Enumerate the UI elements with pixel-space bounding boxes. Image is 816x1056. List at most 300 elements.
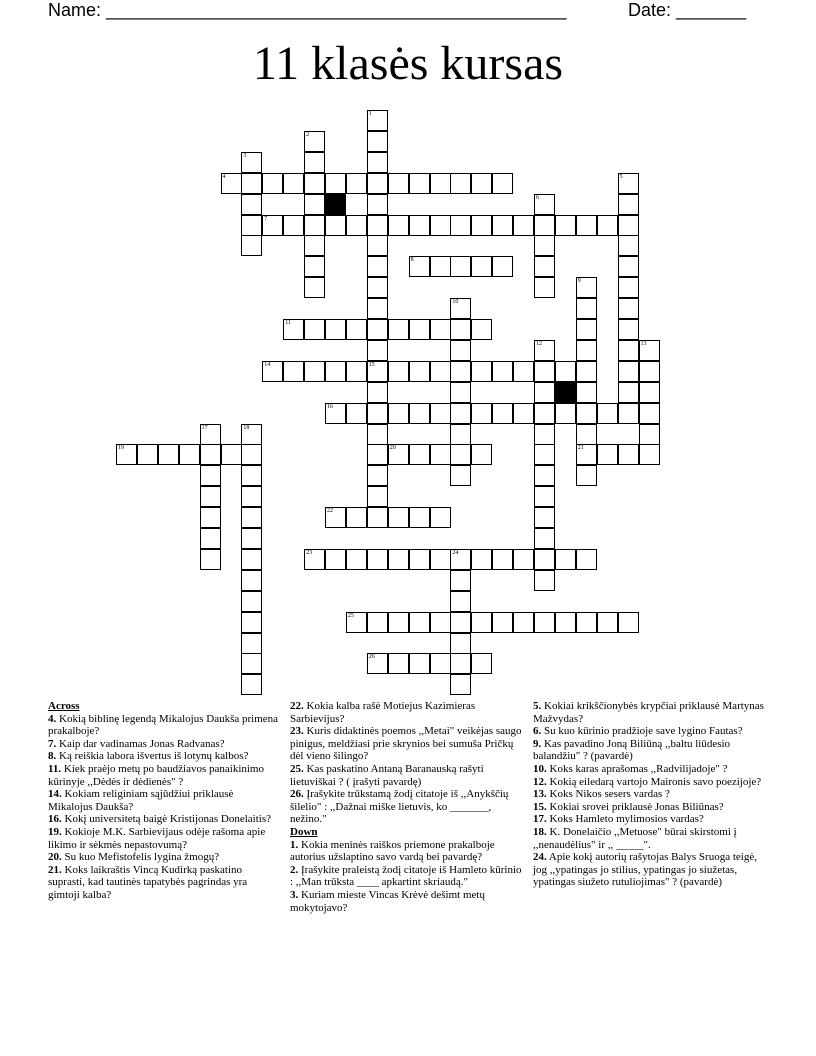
clue-number: 7: [264, 215, 268, 222]
clue-item-number: 21.: [48, 863, 62, 876]
grid-cell[interactable]: [430, 612, 451, 633]
grid-cell[interactable]: [283, 319, 304, 340]
grid-cell[interactable]: [304, 277, 325, 298]
grid-cell[interactable]: [618, 340, 639, 361]
clue-number: 3: [243, 152, 247, 159]
clue-item-number: 14.: [48, 788, 62, 801]
grid-cell[interactable]: [513, 215, 534, 236]
grid-cell[interactable]: [409, 507, 430, 528]
grid-cell[interactable]: [346, 549, 367, 570]
grid-cell[interactable]: [471, 256, 492, 277]
grid-cell[interactable]: [367, 361, 388, 382]
clues-column-3: [533, 700, 765, 889]
grid-cell[interactable]: [534, 277, 555, 298]
grid-cell[interactable]: [450, 444, 471, 465]
grid-cell[interactable]: [492, 612, 513, 633]
grid-cell[interactable]: [430, 653, 451, 674]
grid-cell[interactable]: [555, 403, 576, 424]
clue-number: 25: [347, 612, 354, 619]
grid-cell[interactable]: [576, 361, 597, 382]
grid-cell[interactable]: [430, 319, 451, 340]
grid-cell[interactable]: [618, 215, 639, 236]
black-cell: [555, 382, 576, 403]
grid-cell[interactable]: [200, 424, 221, 445]
grid-cell[interactable]: [639, 382, 660, 403]
clue-item-number: 13.: [533, 788, 547, 801]
grid-cell[interactable]: [409, 549, 430, 570]
grid-cell[interactable]: [367, 465, 388, 486]
grid-cell[interactable]: [241, 424, 262, 445]
grid-cell[interactable]: [576, 215, 597, 236]
grid-cell[interactable]: [639, 340, 660, 361]
grid-cell[interactable]: [367, 235, 388, 256]
grid-cell[interactable]: [450, 591, 471, 612]
grid-cell[interactable]: [513, 549, 534, 570]
grid-cell[interactable]: [450, 403, 471, 424]
grid-cell[interactable]: [576, 465, 597, 486]
grid-cell[interactable]: [492, 403, 513, 424]
grid-cell[interactable]: [450, 549, 471, 570]
clue-item-text: Koks Nikos sesers vardas ?: [549, 788, 670, 801]
grid-cell[interactable]: [409, 653, 430, 674]
grid-cell[interactable]: [534, 424, 555, 445]
clue-item: [290, 763, 522, 788]
clue-number: 2: [306, 131, 310, 138]
grid-cell[interactable]: [241, 570, 262, 591]
grid-cell[interactable]: [367, 612, 388, 633]
grid-cell[interactable]: [346, 403, 367, 424]
grid-cell[interactable]: [367, 444, 388, 465]
grid-cell[interactable]: [200, 486, 221, 507]
clue-number: 6: [536, 194, 539, 201]
grid-cell[interactable]: [513, 361, 534, 382]
clue-item-text: Su kuo kūrinio pradžioje save lygino Fautas?: [544, 725, 743, 738]
grid-cell[interactable]: [200, 465, 221, 486]
grid-cell[interactable]: [576, 340, 597, 361]
grid-cell[interactable]: [304, 173, 325, 194]
clue-item-text: Kokią eiledarą vartojo Maironis savo poezijoje?: [549, 775, 762, 788]
grid-cell[interactable]: [388, 549, 409, 570]
grid-cell[interactable]: [450, 173, 471, 194]
grid-cell[interactable]: [534, 444, 555, 465]
grid-cell[interactable]: [555, 361, 576, 382]
grid-cell[interactable]: [618, 298, 639, 319]
clue-number: 13: [640, 340, 647, 347]
grid-cell[interactable]: [471, 319, 492, 340]
grid-cell[interactable]: [471, 612, 492, 633]
grid-cell[interactable]: [576, 424, 597, 445]
clue-number: 5: [619, 173, 623, 180]
grid-cell[interactable]: [576, 298, 597, 319]
grid-cell[interactable]: [388, 612, 409, 633]
grid-cell[interactable]: [367, 382, 388, 403]
grid-cell[interactable]: [576, 382, 597, 403]
grid-cell[interactable]: [471, 444, 492, 465]
clue-number: 18: [243, 424, 250, 431]
grid-cell[interactable]: [534, 361, 555, 382]
clue-item: [290, 700, 522, 725]
grid-cell[interactable]: [576, 612, 597, 633]
grid-cell[interactable]: [241, 465, 262, 486]
grid-cell[interactable]: [450, 465, 471, 486]
grid-cell[interactable]: [283, 215, 304, 236]
clue-item: [533, 788, 765, 801]
grid-cell[interactable]: [367, 110, 388, 131]
clue-item-text: Kas pavadino Joną Biliūną ,,baltu liūdesio balandžiu" ? (pavardė): [533, 737, 731, 763]
grid-cell[interactable]: [430, 173, 451, 194]
grid-cell[interactable]: [304, 319, 325, 340]
clue-item: [533, 851, 765, 889]
grid-cell[interactable]: [388, 444, 409, 465]
grid-cell[interactable]: [262, 361, 283, 382]
grid-cell[interactable]: [221, 444, 242, 465]
grid-cell[interactable]: [534, 235, 555, 256]
grid-cell[interactable]: [241, 194, 262, 215]
grid-cell[interactable]: [241, 612, 262, 633]
grid-cell[interactable]: [534, 403, 555, 424]
grid-cell[interactable]: [200, 549, 221, 570]
grid-cell[interactable]: [618, 235, 639, 256]
grid-cell[interactable]: [409, 361, 430, 382]
grid-cell[interactable]: [430, 507, 451, 528]
grid-cell[interactable]: [534, 465, 555, 486]
grid-cell[interactable]: [283, 173, 304, 194]
clue-item: [48, 763, 280, 788]
grid-cell[interactable]: [492, 215, 513, 236]
clue-item: [290, 725, 522, 763]
grid-cell[interactable]: [450, 382, 471, 403]
grid-cell[interactable]: [597, 444, 618, 465]
grid-cell[interactable]: [534, 570, 555, 591]
clue-number: 14: [264, 361, 271, 368]
grid-cell[interactable]: [534, 486, 555, 507]
clue-number: 16: [327, 403, 333, 410]
grid-cell[interactable]: [450, 340, 471, 361]
clue-number: 11: [285, 320, 291, 326]
grid-cell[interactable]: [471, 173, 492, 194]
clue-number: 19: [118, 445, 124, 452]
grid-cell[interactable]: [325, 507, 346, 528]
grid-cell[interactable]: [430, 361, 451, 382]
clue-item-text: Koks Hamleto mylimosios vardas?: [549, 813, 704, 826]
grid-cell[interactable]: [241, 215, 262, 236]
grid-cell[interactable]: [409, 403, 430, 424]
grid-cell[interactable]: [241, 591, 262, 612]
grid-cell[interactable]: [325, 403, 346, 424]
grid-cell[interactable]: [471, 403, 492, 424]
clue-item: [533, 801, 765, 814]
grid-cell[interactable]: [262, 173, 283, 194]
grid-cell[interactable]: [576, 403, 597, 424]
grid-cell[interactable]: [513, 612, 534, 633]
grid-cell[interactable]: [388, 319, 409, 340]
clue-item-text: Koks karas aprašomas ,,Radvilijadoje" ?: [549, 762, 728, 775]
clue-item: [533, 813, 765, 826]
grid-cell[interactable]: [471, 653, 492, 674]
clue-item-number: 10.: [533, 762, 547, 775]
grid-cell[interactable]: [325, 549, 346, 570]
grid-cell[interactable]: [450, 424, 471, 445]
grid-cell[interactable]: [346, 507, 367, 528]
clue-item-text: Kas paskatino Antaną Baranauską rašyti lietuviškai ? ( įrašyti pavardę): [290, 762, 484, 788]
grid-cell[interactable]: [304, 235, 325, 256]
grid-cell[interactable]: [241, 674, 262, 695]
clue-item-number: 3.: [290, 888, 299, 901]
clue-item-text: Koks laikraštis Vincą Kudirką paskatino suprasti, kad tautinės tapatybės pagrindas yra gimtoji kalba?: [48, 863, 248, 901]
clue-item-number: 9.: [533, 737, 542, 750]
grid-cell[interactable]: [304, 194, 325, 215]
clue-item-text: Kuris didaktinės poemos ,,Metai" veikėjas saugo pinigus, meldžiasi prie skrynios bei sumuša Pričkų dėl vieno šilingo?: [290, 725, 522, 763]
clue-item: [48, 713, 280, 738]
clue-item: [533, 700, 765, 725]
grid-cell[interactable]: [367, 403, 388, 424]
grid-cell[interactable]: [639, 444, 660, 465]
clue-number: 10: [452, 299, 459, 306]
grid-cell[interactable]: [325, 319, 346, 340]
clue-item: [533, 763, 765, 776]
clue-item-number: 5.: [533, 700, 542, 712]
grid-cell[interactable]: [618, 612, 639, 633]
clue-number: 12: [536, 340, 542, 347]
clue-item-text: Kokiai krikščionybės krypčiai priklausė Martynas Mažvydas?: [533, 700, 764, 725]
grid-cell[interactable]: [534, 549, 555, 570]
grid-cell[interactable]: [325, 215, 346, 236]
grid-cell[interactable]: [116, 444, 137, 465]
grid-cell[interactable]: [534, 215, 555, 236]
grid-cell[interactable]: [409, 215, 430, 236]
clue-number: 17: [201, 424, 208, 431]
grid-cell[interactable]: [367, 340, 388, 361]
clue-item-number: 8.: [48, 750, 57, 763]
grid-cell[interactable]: [576, 549, 597, 570]
grid-cell[interactable]: [241, 486, 262, 507]
grid-cell[interactable]: [221, 173, 242, 194]
grid-cell[interactable]: [450, 319, 471, 340]
clue-item-text: Įrašykite praleistą žodį citatoje iš Hamleto kūrinio : ,,Man trūksta ____ apkartint skriaudą.": [290, 863, 522, 889]
clue-number: 21: [577, 445, 584, 452]
grid-cell[interactable]: [304, 256, 325, 277]
clue-number: 22: [327, 508, 333, 515]
grid-cell[interactable]: [471, 549, 492, 570]
grid-cell[interactable]: [450, 653, 471, 674]
grid-cell[interactable]: [639, 361, 660, 382]
grid-cell[interactable]: [492, 256, 513, 277]
grid-cell[interactable]: [367, 173, 388, 194]
clues-column-2: [290, 700, 522, 914]
grid-cell[interactable]: [388, 361, 409, 382]
grid-cell[interactable]: [241, 444, 262, 465]
grid-cell[interactable]: [576, 319, 597, 340]
clue-number: 23: [306, 549, 313, 556]
grid-cell[interactable]: [576, 277, 597, 298]
grid-cell[interactable]: [388, 403, 409, 424]
grid-cell[interactable]: [409, 173, 430, 194]
grid-cell[interactable]: [304, 549, 325, 570]
grid-cell[interactable]: [367, 549, 388, 570]
grid-cell[interactable]: [534, 256, 555, 277]
clue-number: 26: [368, 654, 375, 661]
grid-cell[interactable]: [367, 319, 388, 340]
grid-cell[interactable]: [450, 612, 471, 633]
grid-cell[interactable]: [388, 507, 409, 528]
clue-item: [290, 839, 522, 864]
clue-item-number: 2.: [290, 863, 299, 876]
grid-cell[interactable]: [367, 486, 388, 507]
grid-cell[interactable]: [618, 361, 639, 382]
grid-cell[interactable]: [618, 173, 639, 194]
grid-cell[interactable]: [304, 131, 325, 152]
grid-cell[interactable]: [450, 256, 471, 277]
clue-item-number: 17.: [533, 813, 547, 826]
date-label: Date: _______: [628, 0, 747, 20]
grid-cell[interactable]: [513, 403, 534, 424]
clue-item-number: 26.: [290, 788, 304, 801]
grid-cell[interactable]: [367, 298, 388, 319]
grid-cell[interactable]: [241, 549, 262, 570]
grid-cell[interactable]: [555, 215, 576, 236]
grid-cell[interactable]: [241, 633, 262, 654]
grid-cell[interactable]: [534, 194, 555, 215]
grid-cell[interactable]: [241, 653, 262, 674]
grid-cell[interactable]: [534, 507, 555, 528]
grid-cell[interactable]: [137, 444, 158, 465]
clue-item-number: 4.: [48, 712, 57, 725]
grid-cell[interactable]: [618, 319, 639, 340]
grid-cell[interactable]: [618, 256, 639, 277]
grid-cell[interactable]: [555, 612, 576, 633]
clue-item: [533, 826, 765, 851]
grid-cell[interactable]: [492, 173, 513, 194]
grid-cell[interactable]: [241, 152, 262, 173]
grid-cell[interactable]: [325, 173, 346, 194]
grid-cell[interactable]: [409, 612, 430, 633]
grid-cell[interactable]: [409, 256, 430, 277]
grid-cell[interactable]: [450, 361, 471, 382]
clue-item-number: 11.: [48, 762, 62, 775]
grid-cell[interactable]: [200, 444, 221, 465]
grid-cell[interactable]: [367, 152, 388, 173]
grid-cell[interactable]: [346, 612, 367, 633]
grid-cell[interactable]: [346, 215, 367, 236]
grid-cell[interactable]: [430, 549, 451, 570]
grid-cell[interactable]: [241, 507, 262, 528]
grid-cell[interactable]: [534, 528, 555, 549]
grid-cell[interactable]: [367, 277, 388, 298]
grid-cell[interactable]: [304, 361, 325, 382]
grid-cell[interactable]: [639, 424, 660, 445]
page-title: 11 klasės kursas: [252, 37, 564, 90]
clue-item-text: Su kuo Mefistofelis lygina žmogų?: [64, 851, 220, 864]
grid-cell[interactable]: [555, 549, 576, 570]
grid-cell[interactable]: [597, 612, 618, 633]
grid-cell[interactable]: [471, 361, 492, 382]
grid-cell[interactable]: [241, 235, 262, 256]
clue-item-number: 1.: [290, 838, 299, 851]
grid-cell[interactable]: [367, 215, 388, 236]
clue-item-number: 20.: [48, 851, 62, 864]
grid-cell[interactable]: [158, 444, 179, 465]
grid-cell[interactable]: [430, 215, 451, 236]
grid-cell[interactable]: [471, 215, 492, 236]
grid-cell[interactable]: [450, 674, 471, 695]
clue-item-text: Kuriam mieste Vincas Krėvė dešimt metų mokytojavo?: [290, 888, 485, 914]
grid-cell[interactable]: [241, 528, 262, 549]
grid-cell[interactable]: [430, 403, 451, 424]
clue-item-number: 23.: [290, 725, 304, 738]
clue-item: [48, 738, 280, 751]
grid-cell[interactable]: [388, 653, 409, 674]
grid-cell[interactable]: [450, 215, 471, 236]
grid-cell[interactable]: [346, 173, 367, 194]
grid-cell[interactable]: [367, 256, 388, 277]
grid-cell[interactable]: [346, 361, 367, 382]
clue-item-text: Apie kokį autorių rašytojas Balys Sruoga teigė, jog ,,ypatingas jo stilius, ypatingas jo siužetas, ypatingas siužeto rutuliojimas" ? (pavardė): [533, 851, 757, 889]
grid-cell[interactable]: [200, 528, 221, 549]
grid-cell[interactable]: [450, 298, 471, 319]
grid-cell[interactable]: [200, 507, 221, 528]
grid-cell[interactable]: [179, 444, 200, 465]
grid-cell[interactable]: [639, 403, 660, 424]
clue-item-text: Kokia kalba rašė Motiejus Kazimieras Sarbievijus?: [290, 700, 476, 725]
grid-cell[interactable]: [618, 194, 639, 215]
grid-cell[interactable]: [618, 277, 639, 298]
grid-cell[interactable]: [388, 215, 409, 236]
grid-cell[interactable]: [534, 612, 555, 633]
grid-cell[interactable]: [409, 444, 430, 465]
clue-number: 15: [368, 361, 375, 368]
grid-cell[interactable]: [597, 215, 618, 236]
grid-cell[interactable]: [430, 444, 451, 465]
clue-item-text: Įrašykite trūkstamą žodį citatoje iš ,,Anykščių šilelio" : ,,Dažnai miške lietuvis, ko _______, nežino.": [290, 788, 509, 826]
grid-cell[interactable]: [618, 444, 639, 465]
grid-cell[interactable]: [534, 382, 555, 403]
grid-cell[interactable]: [367, 424, 388, 445]
grid-cell[interactable]: [304, 215, 325, 236]
grid-cell[interactable]: [409, 319, 430, 340]
clue-item-number: 16.: [48, 813, 62, 826]
grid-cell[interactable]: [492, 361, 513, 382]
grid-cell[interactable]: [618, 382, 639, 403]
grid-cell[interactable]: [388, 173, 409, 194]
grid-cell[interactable]: [283, 361, 304, 382]
grid-cell[interactable]: [492, 549, 513, 570]
grid-cell[interactable]: [241, 173, 262, 194]
clue-item-number: 15.: [533, 800, 547, 813]
grid-cell[interactable]: [576, 444, 597, 465]
grid-cell[interactable]: [450, 570, 471, 591]
grid-cell[interactable]: [618, 403, 639, 424]
grid-cell[interactable]: [367, 507, 388, 528]
grid-cell[interactable]: [262, 215, 283, 236]
grid-cell[interactable]: [597, 403, 618, 424]
grid-cell[interactable]: [325, 361, 346, 382]
clue-number: 24: [452, 549, 459, 556]
grid-cell[interactable]: [304, 152, 325, 173]
clue-item-number: 25.: [290, 762, 304, 775]
grid-cell[interactable]: [346, 319, 367, 340]
clue-number: 4: [222, 173, 226, 180]
clue-item-text: Kokioje M.K. Sarbievijaus odėje rašoma apie likimo ir sėkmės nepastovumą?: [48, 825, 266, 851]
clue-number: 9: [577, 278, 581, 285]
grid-cell[interactable]: [367, 653, 388, 674]
grid-cell[interactable]: [450, 633, 471, 654]
grid-cell[interactable]: [534, 340, 555, 361]
grid-cell[interactable]: [367, 194, 388, 215]
grid-cell[interactable]: [367, 131, 388, 152]
grid-cell[interactable]: [430, 256, 451, 277]
clue-number: 1: [368, 111, 372, 117]
clue-item-text: K. Donelaičio ,,Metuose" būrai skirstomi į ,,nenaudėlius" ir ,, _____".: [533, 825, 737, 851]
